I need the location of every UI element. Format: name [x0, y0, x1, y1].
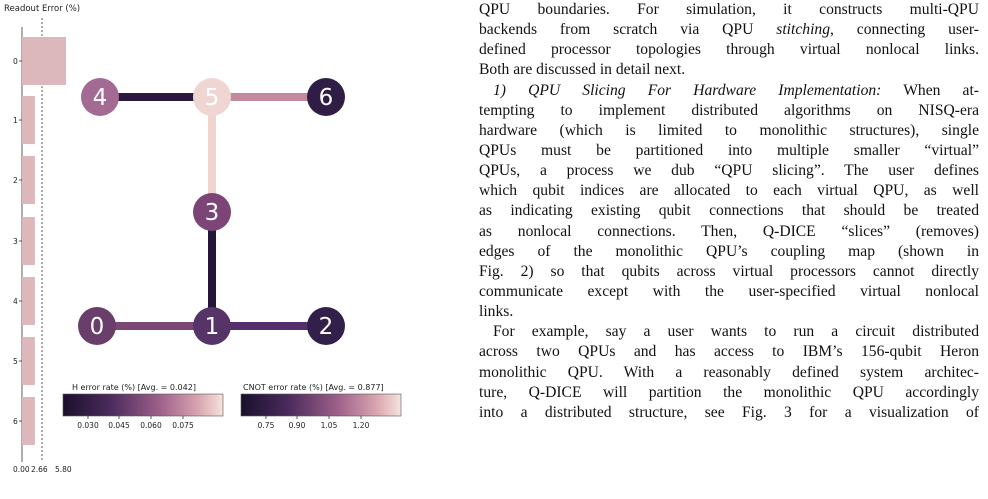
qubit-label-6: 6 — [318, 85, 334, 111]
readout-min-label: 0.00 — [13, 465, 30, 474]
cnot-ticks-label-2: 1.05 — [320, 421, 338, 430]
readout-row-label-0: 0 — [13, 57, 18, 66]
readout-bars — [13, 37, 66, 445]
h-ticks-label-2: 0.060 — [140, 421, 162, 430]
readout-bar-2 — [22, 156, 35, 204]
paper-text-line: into a distributed structure, see Fig. 3 for a visualization of — [479, 403, 979, 421]
h-colorbar — [63, 394, 223, 416]
paper-text-line: backends from scratch via QPU stitching, connecting user- — [479, 21, 979, 39]
paper-text-line: 1) QPU Slicing For Hardware Implementation: When at- — [493, 81, 979, 99]
cnot-ticks-label-1: 0.90 — [288, 421, 306, 430]
h-ticks-label-0: 0.030 — [77, 421, 99, 430]
readout-bar-0 — [22, 37, 66, 85]
cnot-colorbar-ticks — [258, 416, 370, 430]
readout-bar-3 — [22, 217, 35, 265]
paper-text-line: ture, Q-DICE will partition the monolithic QPU accordingly — [479, 383, 979, 401]
cnot-colorbar — [241, 394, 401, 416]
readout-bar-5 — [22, 337, 35, 385]
paper-text-line: edges of the monolithic QPU’s coupling map (shown in — [479, 242, 979, 260]
paper-text-line: Fig. 2) so that qubits across virtual processors cannot directly — [479, 262, 979, 280]
readout-axis-label: Readout Error (%) — [4, 4, 81, 14]
paper-text-line: as indicating existing qubit connections that should be treated — [479, 202, 979, 220]
h-colorbar-ticks — [77, 416, 194, 430]
readout-bar-1 — [22, 96, 35, 144]
paper-text-line: Both are discussed in detail next. — [479, 61, 686, 79]
qubit-error-figure — [0, 0, 470, 499]
paper-text-column — [479, 0, 979, 423]
qubit-label-2: 2 — [318, 314, 334, 340]
paper-text-line: tempting to implement distributed algorithms on NISQ-era — [479, 101, 979, 119]
readout-bar-4 — [22, 277, 35, 325]
readout-row-label-6: 6 — [13, 417, 18, 426]
h-ticks-label-3: 0.075 — [172, 421, 194, 430]
qubit-label-4: 4 — [92, 85, 108, 111]
readout-row-label-5: 5 — [13, 357, 18, 366]
paper-text-line: links. — [479, 303, 514, 321]
cnot-ticks-label-0: 0.75 — [257, 421, 275, 430]
paper-text-line: across two QPUs and has access to IBM’s 156-qubit Heron — [479, 343, 979, 361]
cnot-ticks-label-3: 1.20 — [352, 421, 370, 430]
paper-text-line: communicate except with the user-specified virtual nonlocal — [479, 282, 979, 300]
paper-text-line: hardware (which is limited to monolithic structures), single — [479, 121, 979, 139]
qubit-label-5: 5 — [204, 85, 220, 111]
paper-text-line: QPU boundaries. For simulation, it constructs multi-QPU — [479, 1, 979, 18]
paper-text-line: monolithic QPU. With a reasonably defined system architec- — [479, 363, 979, 381]
readout-max-label: 5.80 — [55, 465, 72, 474]
paper-text-line: QPUs, a process we dub “QPU slicing”. The user defines — [479, 162, 979, 180]
paper-text-line: as nonlocal connections. Then, Q-DICE “slices” (removes) — [479, 222, 979, 240]
paper-text-line: For example, say a user wants to run a circuit distributed — [493, 323, 979, 341]
readout-mid-label: 2.66 — [31, 465, 48, 474]
qubit-label-0: 0 — [89, 314, 105, 340]
paper-text-line: QPUs must be partitioned into multiple smaller “virtual” — [479, 141, 979, 159]
paper-text-line: which qubit indices are allocated to each virtual QPU, as well — [479, 182, 979, 200]
paper-text-line: defined processor topologies through virtual nonlocal links. — [479, 41, 979, 59]
readout-row-label-3: 3 — [13, 237, 18, 246]
qubit-label-1: 1 — [204, 314, 220, 340]
readout-row-label-4: 4 — [13, 297, 18, 306]
cnot-colorbar-title: CNOT error rate (%) [Avg. = 0.877] — [243, 383, 384, 392]
h-colorbar-title: H error rate (%) [Avg. = 0.042] — [72, 383, 196, 392]
h-ticks-label-1: 0.045 — [108, 421, 130, 430]
readout-row-label-2: 2 — [13, 176, 18, 185]
readout-row-label-1: 1 — [13, 116, 18, 125]
readout-bar-6 — [22, 397, 35, 445]
qubit-label-3: 3 — [204, 200, 220, 226]
